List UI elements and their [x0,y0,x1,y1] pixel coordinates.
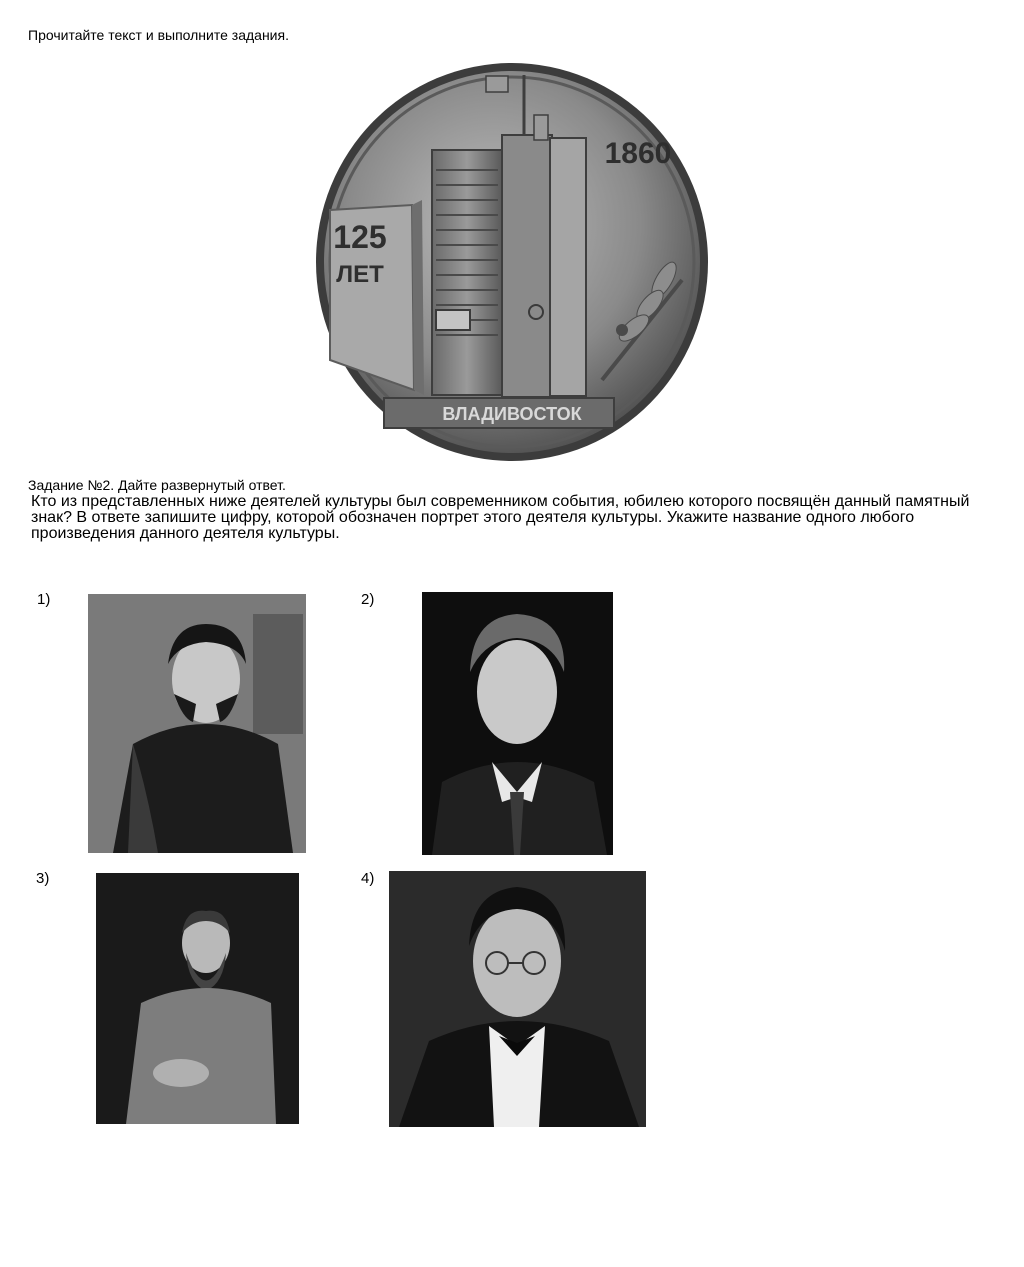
medal-city-name: ВЛАДИВОСТОК [442,404,582,424]
portrait-4-image [389,871,646,1127]
portrait-3-image [96,873,299,1124]
medal-year-founded: 1860 [604,137,672,170]
intro-text: Прочитайте текст и выполните задания. [28,27,289,43]
medal-years-word: ЛЕТ [336,261,384,288]
task-title: Задание №2. Дайте развернутый ответ. [28,477,286,493]
option-label-4: 4) [361,870,375,887]
portrait-1-image [88,594,306,853]
portrait-2-image [422,592,613,855]
task-question: Кто из представленных ниже деятелей культуры был современником события, юбилею которого посвящён данный памятный знак? В ответе запишите цифру, которой обозначен портрет этого деятеля культуры. Укажите название одного любого произведения данного деятеля культуры. [31,493,970,542]
commemorative-medal-image [312,60,712,464]
option-label-1: 1) [37,591,51,608]
option-label-3: 3) [36,870,50,887]
medal-years-number: 125 [333,219,387,255]
option-label-2: 2) [361,591,375,608]
